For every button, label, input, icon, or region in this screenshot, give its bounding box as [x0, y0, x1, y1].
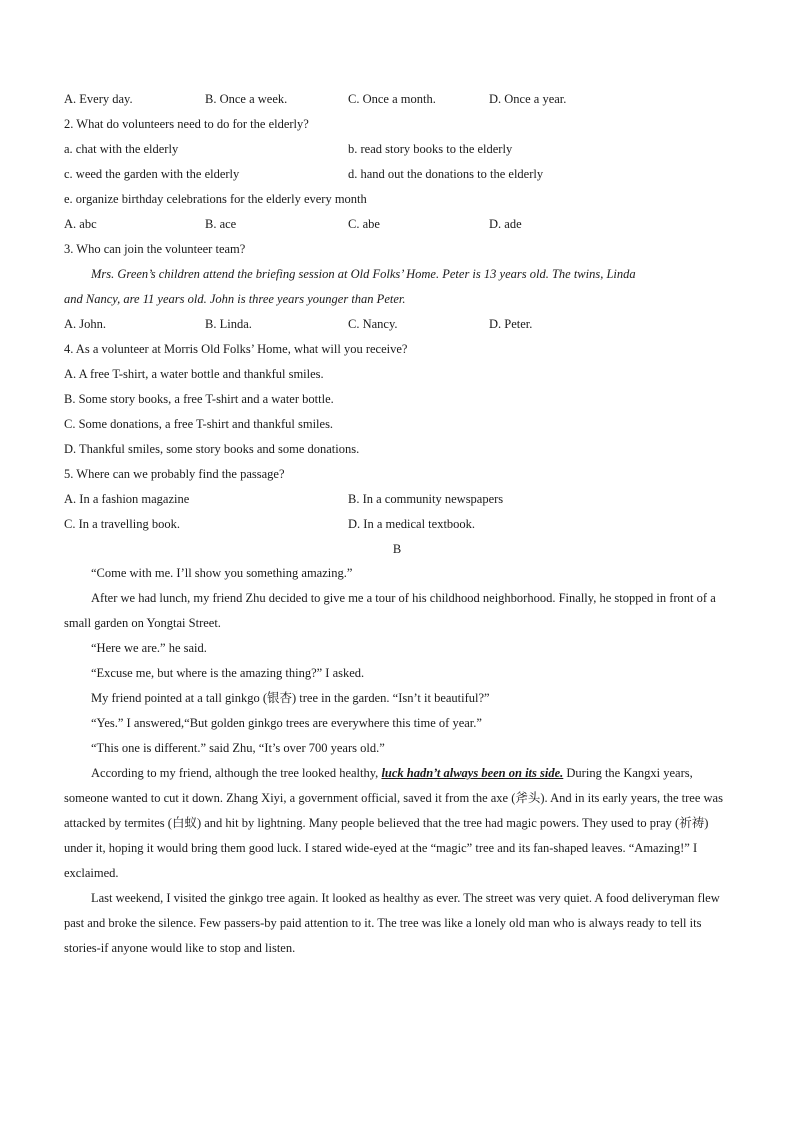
passage-paragraph: “Here we are.” he said.	[91, 641, 207, 655]
paragraph-text: During the Kangxi years, someone wanted to cut it down. Zhang Xiyi, a government official, saved it from the axe (斧头). And in its early years, the tree was attacked by termites (白蚁) and hit by lightning. Many people believed that the tree had magic powers. They used to pray (祈祷) under it, hoping it would bring them good luck. I stared wide-eyed at the “magic” tree and its fan-shaped leaves. “Amazing!” I exclaimed.	[64, 766, 723, 880]
q4-option-d: D. Thankful smiles, some story books and some donations.	[64, 442, 360, 456]
q1-option-c: C. Once a month.	[348, 92, 436, 106]
q1-option-b: B. Once a week.	[205, 92, 288, 106]
q3-context-line2: and Nancy, are 11 years old. John is three years younger than Peter.	[64, 292, 406, 306]
q5-stem: 5. Where can we probably find the passage?	[64, 467, 285, 481]
q4-stem: 4. As a volunteer at Morris Old Folks’ Home, what will you receive?	[64, 342, 408, 356]
passage-paragraph: “Excuse me, but where is the amazing thing?” I asked.	[91, 666, 365, 680]
passage-paragraph: “This one is different.” said Zhu, “It’s over 700 years old.”	[91, 741, 385, 755]
q2-stem: 2. What do volunteers need to do for the elderly?	[64, 117, 309, 131]
q4-option-c: C. Some donations, a free T-shirt and thankful smiles.	[64, 417, 334, 431]
q3-option-a: A. John.	[64, 317, 107, 331]
q5-option-d: D. In a medical textbook.	[348, 517, 476, 531]
passage-paragraph: Last weekend, I visited the ginkgo tree again. It looked as healthy as ever. The street was very quiet. A food deliveryman flew past and broke the silence. Few passers-by paid attention to it. The tree was like a lonely old man who is always ready to tell its stories-if anyone would like to stop and listen.	[64, 891, 720, 955]
q3-option-b: B. Linda.	[205, 317, 252, 331]
passage-paragraph: “Yes.” I answered,“But golden ginkgo trees are everywhere this time of year.”	[91, 716, 482, 730]
q2-item-c: c. weed the garden with the elderly	[64, 167, 240, 181]
q3-stem: 3. Who can join the volunteer team?	[64, 242, 246, 256]
q2-option-a: A. abc	[64, 217, 97, 231]
passage-paragraph: “Come with me. I’ll show you something amazing.”	[91, 566, 353, 580]
passage-paragraph: My friend pointed at a tall ginkgo (银杏) tree in the garden. “Isn’t it beautiful?”	[91, 691, 490, 705]
q2-item-d: d. hand out the donations to the elderly	[348, 167, 544, 181]
q1-option-a: A. Every day.	[64, 92, 133, 106]
q2-item-e: e. organize birthday celebrations for the elderly every month	[64, 192, 367, 206]
q2-option-d: D. ade	[489, 217, 522, 231]
q2-option-c: C. abe	[348, 217, 380, 231]
q5-option-c: C. In a travelling book.	[64, 517, 180, 531]
q2-option-b: B. ace	[205, 217, 237, 231]
q1-option-d: D. Once a year.	[489, 92, 567, 106]
q3-option-c: C. Nancy.	[348, 317, 398, 331]
q2-item-a: a. chat with the elderly	[64, 142, 179, 156]
paragraph-text: According to my friend, although the tree looked healthy,	[91, 766, 382, 780]
section-b-heading: B	[392, 542, 402, 556]
passage-paragraph: After we had lunch, my friend Zhu decided to give me a tour of his childhood neighborhood. Finally, he stopped in front of a small garden on Yongtai Street.	[64, 591, 716, 630]
q4-option-b: B. Some story books, a free T-shirt and a water bottle.	[64, 392, 334, 406]
q3-context-line1: Mrs. Green’s children attend the briefing session at Old Folks’ Home. Peter is 13 years old. The twins, Linda	[91, 267, 636, 281]
passage-b	[64, 561, 728, 961]
q2-item-b: b. read story books to the elderly	[348, 142, 513, 156]
passage-paragraph	[64, 761, 728, 886]
q5-option-b: B. In a community newspapers	[348, 492, 504, 506]
underlined-phrase: luck hadn’t always been on its side.	[381, 766, 564, 780]
q3-option-d: D. Peter.	[489, 317, 533, 331]
q5-option-a: A. In a fashion magazine	[64, 492, 190, 506]
q4-option-a: A. A free T-shirt, a water bottle and thankful smiles.	[64, 367, 324, 381]
